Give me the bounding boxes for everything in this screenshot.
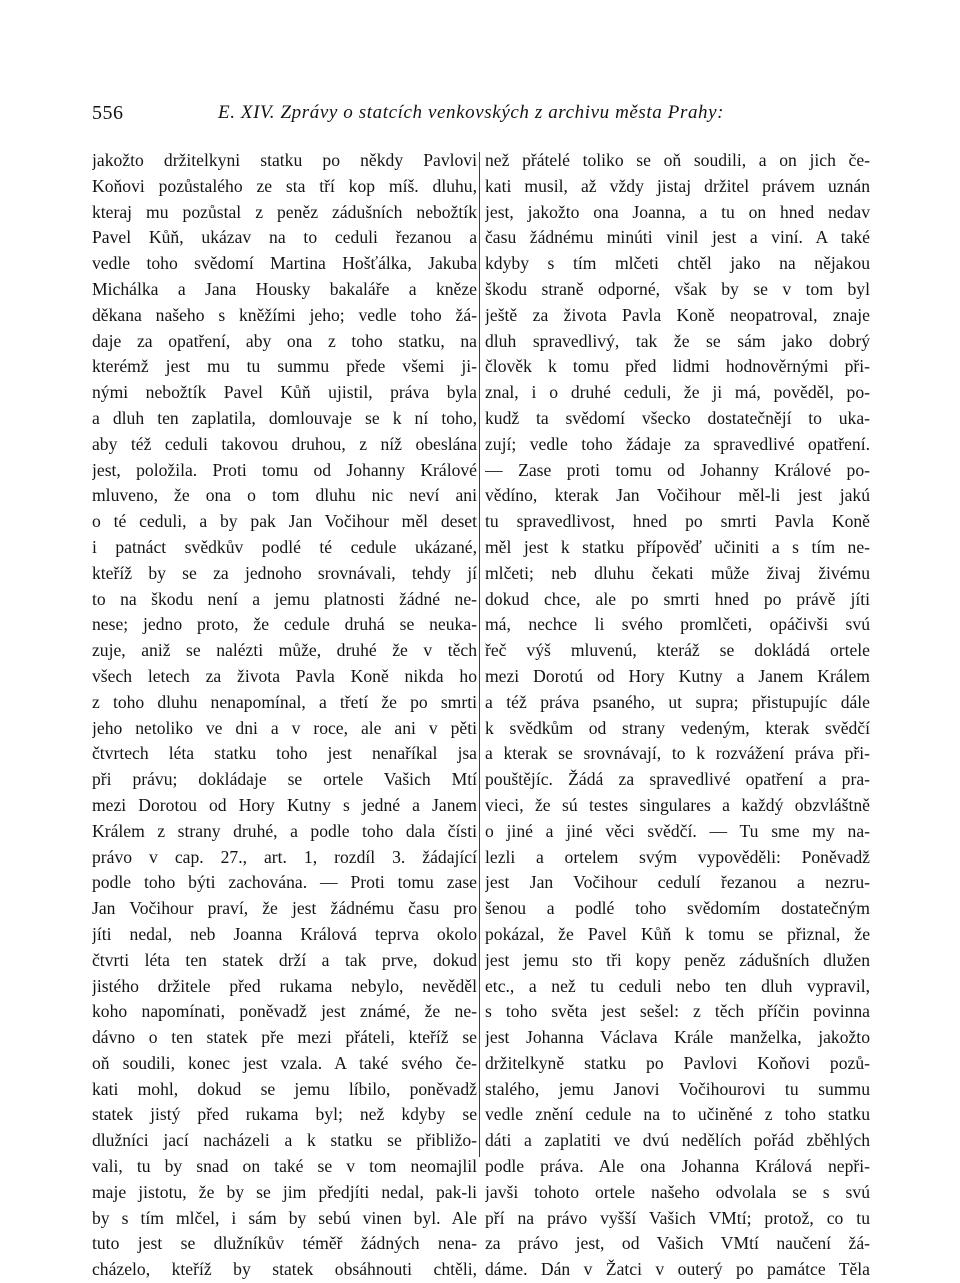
text-line: čtvrtech léta statku toho jest nenaříkal jsa	[92, 743, 477, 764]
text-line: jest, položila. Proti tomu od Johanny Králové	[92, 459, 477, 480]
text-line: jeho netoliko ve dni a v roce, ale ani v pěti	[92, 717, 477, 738]
text-line: kdyby s tím mlčeti chtěl jako na nějakou	[485, 253, 870, 274]
text-line: Jan Vočihour praví, že jest žádnému času pro	[92, 898, 477, 919]
text-line: za právo jest, od Vašich VMtí naučení žá-	[485, 1233, 870, 1254]
text-line: Michálka a Jana Housky bakaláře a kněze	[92, 278, 477, 299]
text-line: dlužníci jací nacházeli a k statku se přibližo-	[92, 1130, 477, 1151]
text-line: a kterak se srovnávají, to k rozvážení práva při-	[485, 743, 870, 764]
text-line: by s tím mlčel, i sám by sebú vinen byl. Ale	[92, 1207, 477, 1228]
text-line: daje za opatření, aby ona z toho statku, na	[92, 330, 477, 351]
text-line: kudž ta svědomí všecko dostatečnějí to uka-	[485, 407, 870, 428]
text-line: mlčeti; neb dluhu čekati může živaj živému	[485, 562, 870, 583]
text-line: koho napomínati, poněvadž jest známé, že ne-	[92, 1001, 477, 1022]
text-line: stalého, jemu Janovi Vočihourovi tu summu	[485, 1078, 870, 1099]
text-line: kati musil, až vždy jistaj držitel právem uznán	[485, 175, 870, 196]
text-line: jíti nedal, neb Joanna Králová teprva okolo	[92, 923, 477, 944]
right-text-column	[485, 148, 870, 1283]
text-line: mezi Dorotou od Hory Kutny s jedné a Janem	[92, 794, 477, 815]
text-line: škodu straně odporné, však by se v tom byl	[485, 278, 870, 299]
page-number: 556	[92, 102, 124, 124]
text-line: jest jemu sto tři kopy peněz zádušních dlužen	[485, 949, 870, 970]
text-line: než přátelé toliko se oň soudili, a on jich če-	[485, 150, 870, 170]
text-line: podle práva. Ale ona Johanna Králová nepři-	[485, 1156, 870, 1177]
text-line: to na škodu není a jemu platnosti žádné ne-	[92, 588, 477, 609]
text-line: z toho dluhu nenapomínal, a třetí že po smrti	[92, 691, 477, 712]
text-line: o jiné a jiné věci svědčí. — Tu sme my na-	[485, 820, 870, 841]
text-line: ještě za života Pavla Koně neopatroval, znaje	[485, 304, 870, 325]
text-line: mluveno, že ona o tom dluhu nic neví ani	[92, 485, 477, 506]
column-divider	[479, 152, 480, 1157]
text-line: vali, tu by snad on také se v tom neomajlil	[92, 1156, 477, 1177]
text-line: s toho světa jest sešel: z těch příčin povinna	[485, 1001, 870, 1022]
text-line: času žádnému minúti vinil jest a viní. A také	[485, 227, 870, 248]
page-header	[92, 100, 878, 130]
text-line: a dluh ten zaplatila, domlouvaje se k ní toho,	[92, 407, 477, 428]
text-line: při právu; dokládaje se ortele Vašich Mtí	[92, 769, 477, 790]
text-line: pouštějíc. Žádá za spravedlivé opatření a pra-	[485, 769, 870, 790]
text-line: statek jistý před rukama byl; než kdyby se	[92, 1104, 477, 1125]
text-line: nese; jedno proto, že cedule druhá se neuka-	[92, 614, 477, 635]
text-line: vědíno, kterak Jan Vočihour měl-li jest jakú	[485, 485, 870, 506]
text-line: jest Jan Vočihour cedulí řezanou a nezru-	[485, 872, 870, 893]
text-line: zuje, aniž se nalézti může, druhé že v těch	[92, 640, 477, 661]
text-line: děkana našeho s kněžími jeho; vedle toho žá-	[92, 304, 477, 325]
text-line: cházelo, kteříž by statek obsáhnouti chtěli,	[92, 1259, 477, 1280]
text-line: řeč výš mluvenú, kteráž se dokládá ortele	[485, 640, 870, 661]
text-line: i patnáct svědkův podlé té cedule ukázané,	[92, 536, 477, 557]
text-line: nými nebožtík Pavel Kůň ujistil, práva byla	[92, 382, 477, 403]
text-line: Králem z strany druhé, a podle toho dala čísti	[92, 820, 477, 841]
running-title: E. XIV. Zprávy o statcích venkovských z archivu města Prahy:	[218, 102, 725, 123]
text-line: držitelkyně statku po Pavlovi Koňovi pozů-	[485, 1052, 870, 1073]
text-line: Koňovi pozůstalého ze sta tří kop míš. dluhu,	[92, 175, 477, 196]
left-text-column	[92, 148, 477, 1283]
text-line: dáti a zaplatiti ve dvú nedělích pořád zběhlých	[485, 1130, 870, 1151]
text-line: a též práva psaného, ut supra; přistupujíc dále	[485, 691, 870, 712]
text-line: měl jest k statku přípověď učiniti a s tím ne-	[485, 536, 870, 557]
text-line: maje jistotu, že by se jim předjíti nedal, pak-li	[92, 1181, 477, 1202]
text-line: jakožto držitelkyni statku po někdy Pavlovi	[92, 150, 477, 170]
text-line: znal, i o druhé ceduli, že ji má, pověděl, po-	[485, 382, 870, 403]
text-line: mezi Dorotú od Hory Kutny a Janem Králem	[485, 665, 870, 686]
text-line: podle toho býti zachována. — Proti tomu zase	[92, 872, 477, 893]
text-line: kteříž by se za jednoho srovnávali, tehdy jí	[92, 562, 477, 583]
text-line: k svědkům od strany vedeným, kterak svědčí	[485, 717, 870, 738]
text-line: tuto jest se dlužníkův téměř žádných nena-	[92, 1233, 477, 1254]
text-line: vedle toho svědomí Martina Hošťálka, Jakuba	[92, 253, 477, 274]
text-line: jest, jakožto ona Joanna, a tu on hned nedav	[485, 201, 870, 222]
text-line: etc., a než tu ceduli nebo ten dluh vypravil,	[485, 975, 870, 996]
text-line: — Zase proti tomu od Johanny Králové po-	[485, 459, 870, 480]
text-line: dávno o ten statek pře mezi přáteli, kteříž se	[92, 1027, 477, 1048]
text-line: javši tohoto ortele našeho odvolala se s svú	[485, 1181, 870, 1202]
text-line: oň soudili, konec jest vzala. A také svého če-	[92, 1052, 477, 1073]
text-line: tu spravedlivost, hned po smrti Pavla Koně	[485, 511, 870, 532]
text-line: dáme. Dán v Žatci v outerý po památce Těla	[485, 1259, 870, 1280]
text-line: dluh spravedlivý, tak že se sám jako dobrý	[485, 330, 870, 351]
text-line: o té ceduli, a by pak Jan Vočihour měl deset	[92, 511, 477, 532]
text-line: čtvrti léta ten statek drží a tak prve, dokud	[92, 949, 477, 970]
text-line: aby též ceduli takovou druhou, z níž obeslána	[92, 433, 477, 454]
text-line: pokázal, že Pavel Kůň k tomu se přiznal, že	[485, 923, 870, 944]
text-line: právo v cap. 27., art. 1, rozdíl 3. žádající	[92, 846, 477, 867]
text-line: jest Johanna Václava Krále manželka, jakožto	[485, 1027, 870, 1048]
text-line: kterémž jest mu tu summu přede všemi ji-	[92, 356, 477, 377]
text-line: má, nechce li svého promlčeti, opáčivši svú	[485, 614, 870, 635]
text-line: jistého držitele před rukama nebylo, nevěděl	[92, 975, 477, 996]
text-line: kteraj mu pozůstal z peněz zádušních nebožtík	[92, 201, 477, 222]
text-line: zují; vedle toho žádaje za spravedlivé opatření.	[485, 433, 870, 454]
text-line: Pavel Kůň, ukázav na to ceduli řezanou a	[92, 227, 477, 248]
text-line: šenou a podlé toho svědomím dostatečným	[485, 898, 870, 919]
text-line: vieci, že sú testes singulares a každý obzvláštně	[485, 794, 870, 815]
text-line: člověk k tomu před lidmi hodnověrnými při-	[485, 356, 870, 377]
text-line: dokud chce, ale po smrti hned po právě jíti	[485, 588, 870, 609]
text-line: vedle znění cedule na to učiněné z toho statku	[485, 1104, 870, 1125]
text-line: pří na právo vyšší Vašich VMtí; protož, co tu	[485, 1207, 870, 1228]
text-line: lezli a ortelem svým vypověděli: Poněvadž	[485, 846, 870, 867]
text-line: kati mohl, dokud se jemu líbilo, poněvadž	[92, 1078, 477, 1099]
text-line: všech letech za života Pavla Koně nikda ho	[92, 665, 477, 686]
